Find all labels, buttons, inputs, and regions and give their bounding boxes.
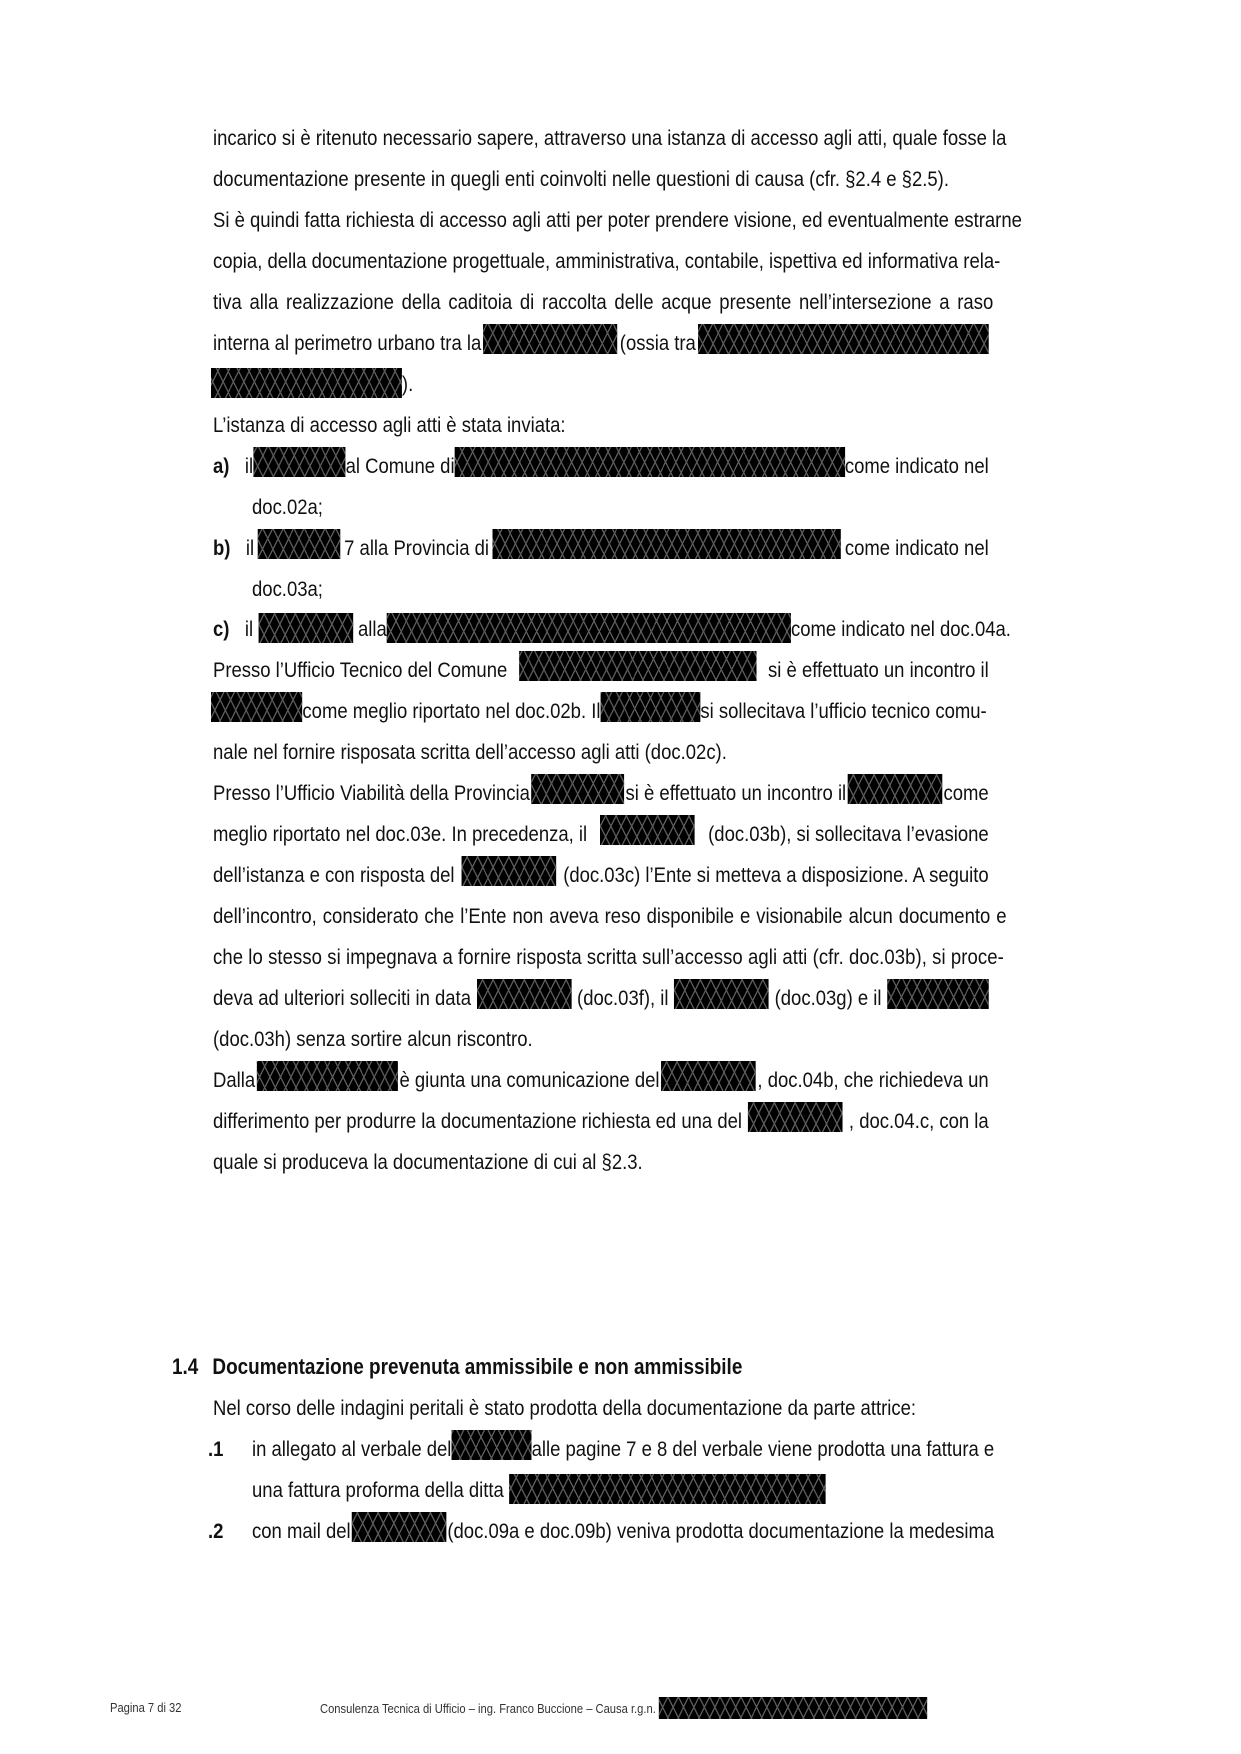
redaction-box <box>257 1061 398 1091</box>
paragraph-line <box>211 369 987 399</box>
text-span: come meglio riportato nel doc.02b. Il <box>302 699 601 723</box>
paragraph-line <box>213 655 989 685</box>
paragraph-line: Nel corso delle indagini peritali è stato prodotta della documentazione da parte attrice: <box>213 1396 917 1420</box>
text-span: , doc.04.c, con la <box>848 1109 989 1133</box>
text-span: si è effettuato un incontro il <box>768 658 989 682</box>
redaction-box <box>887 979 988 1009</box>
redaction-box <box>258 529 341 559</box>
text-span: (doc.03c) l’Ente si metteva a disposizione. A seguito <box>563 863 989 887</box>
redaction-box <box>483 324 617 354</box>
text-span: una fattura proforma della ditta <box>252 1478 504 1502</box>
redaction-box <box>493 529 841 559</box>
redaction-box <box>659 1697 927 1719</box>
paragraph-line: documentazione presente in quegli enti coinvolti nelle questioni di causa (cfr. §2.4 e §2.5). <box>213 167 949 191</box>
redaction-box <box>698 324 989 354</box>
redaction-box <box>519 651 756 681</box>
redaction-box <box>531 774 624 804</box>
text-span: con mail del <box>252 1519 351 1543</box>
redaction-box <box>211 368 402 398</box>
redaction-box <box>462 856 557 886</box>
paragraph-line: nale nel fornire risposata scritta dell’accesso agli atti (doc.02c). <box>213 740 727 764</box>
list-item <box>213 533 989 563</box>
paragraph-line: quale si produceva la documentazione di cui al §2.3. <box>213 1150 643 1174</box>
list-item <box>252 1516 994 1546</box>
text-span: interna al perimetro urbano tra la <box>213 331 482 355</box>
text-span: alle pagine 7 e 8 del verbale viene prodotta una fattura e <box>531 1437 995 1461</box>
paragraph-line <box>213 123 1007 153</box>
list-item <box>213 451 989 481</box>
text-span: alla <box>357 617 387 641</box>
text-span: , doc.04b, che richiedeva un <box>757 1068 989 1092</box>
text-span: (doc.03b), si sollecitava l’evasione <box>708 822 989 846</box>
text-span: come indicato nel <box>844 536 989 560</box>
list-item-continuation <box>252 1475 825 1505</box>
text-span: meglio riportato nel doc.03e. In precedenza, il <box>213 822 588 846</box>
text-span: il <box>244 454 254 478</box>
paragraph-line <box>211 696 987 726</box>
redaction-box <box>477 979 572 1009</box>
list-item-continuation: doc.02a; <box>252 495 323 519</box>
text-span: (doc.03f), il <box>577 986 669 1010</box>
paragraph-line <box>213 860 989 890</box>
paragraph-line: tiva alla realizzazione della caditoia di raccolta delle acque presente nell’intersezione a raso <box>213 290 994 314</box>
redaction-box <box>600 692 700 722</box>
text-span: (ossia tra <box>619 331 696 355</box>
text-line: incarico si è ritenuto necessario sapere, attraverso una istanza di accesso agli atti, quale fosse la <box>213 126 1007 150</box>
paragraph-line <box>213 819 989 849</box>
footer-page-number: Pagina 7 di 32 <box>110 1700 182 1715</box>
text-span: ). <box>401 372 414 396</box>
paragraph-line <box>213 983 989 1013</box>
redaction-box <box>387 613 791 643</box>
paragraph-line <box>213 778 989 808</box>
redaction-box <box>211 692 302 722</box>
redaction-box <box>848 774 943 804</box>
list-number: .2 <box>208 1519 224 1543</box>
section-heading <box>172 1352 742 1382</box>
text-span: deva ad ulteriori solleciti in data <box>213 986 471 1010</box>
footer-center <box>320 1700 927 1719</box>
paragraph-line: L’istanza di accesso agli atti è stata inviata: <box>213 413 566 437</box>
paragraph-line: copia, della documentazione progettuale, amministrativa, contabile, ispettiva ed informativa rela- <box>213 249 1001 273</box>
text-span: come indicato nel <box>844 454 989 478</box>
text-span: differimento per produrre la documentazione richiesta ed una del <box>213 1109 743 1133</box>
text-span: è giunta una comunicazione del <box>399 1068 660 1092</box>
list-item-continuation: doc.03a; <box>252 577 323 601</box>
text-span: Dalla <box>213 1068 256 1092</box>
list-label: a) <box>213 454 230 478</box>
list-label: b) <box>213 536 231 560</box>
paragraph-line: (doc.03h) senza sortire alcun riscontro. <box>213 1027 533 1051</box>
paragraph-line <box>213 1106 989 1136</box>
text-span: come <box>943 781 989 805</box>
redaction-box <box>253 447 346 477</box>
list-item <box>252 1434 994 1464</box>
text-span: si sollecitava l’ufficio tecnico comu- <box>700 699 987 723</box>
text-span: dell’istanza e con risposta del <box>213 863 455 887</box>
paragraph-line: dell’incontro, considerato che l’Ente non aveva reso disponibile e visionabile alcun documento e <box>213 904 1007 928</box>
list-item <box>213 614 1011 644</box>
text-span: il <box>244 617 254 641</box>
list-label: c) <box>213 617 230 641</box>
redaction-box <box>509 1474 825 1504</box>
paragraph-line <box>213 328 989 358</box>
section-title: Documentazione prevenuta ammissibile e non ammissibile <box>212 1354 743 1379</box>
text-span: Presso l’Ufficio Tecnico del Comune <box>213 658 508 682</box>
paragraph-line <box>213 1065 989 1095</box>
text-span: (doc.03g) e il <box>774 986 882 1010</box>
text-span: al Comune di <box>345 454 455 478</box>
redaction-box <box>661 1061 756 1091</box>
redaction-box <box>352 1512 447 1542</box>
text-span: 7 alla Provincia di <box>344 536 490 560</box>
list-number: .1 <box>208 1437 224 1461</box>
redaction-box <box>455 447 845 477</box>
text-span: si è effettuato un incontro il <box>625 781 847 805</box>
redaction-box <box>258 613 353 643</box>
paragraph-line: Si è quindi fatta richiesta di accesso agli atti per poter prendere visione, ed eventualmente estrarne <box>213 208 1022 232</box>
list-label <box>208 1516 223 1546</box>
text-span: il <box>245 536 255 560</box>
text-span: come indicato nel doc.04a. <box>790 617 1011 641</box>
section-number: 1.4 <box>172 1354 199 1379</box>
redaction-box <box>600 815 695 845</box>
footer-text: Consulenza Tecnica di Ufficio – ing. Franco Buccione – Causa r.g.n. <box>320 1700 656 1716</box>
text-span: (doc.09a e doc.09b) veniva prodotta documentazione la medesima <box>447 1519 995 1543</box>
text-span: Presso l’Ufficio Viabilità della Provincia <box>213 781 530 805</box>
text-span: in allegato al verbale del <box>252 1437 452 1461</box>
redaction-box <box>451 1430 531 1460</box>
paragraph-line: che lo stesso si impegnava a fornire risposta scritta sull’accesso agli atti (cfr. doc.03b), si proce- <box>213 945 1004 969</box>
redaction-box <box>748 1102 843 1132</box>
redaction-box <box>674 979 769 1009</box>
list-label <box>208 1434 223 1464</box>
